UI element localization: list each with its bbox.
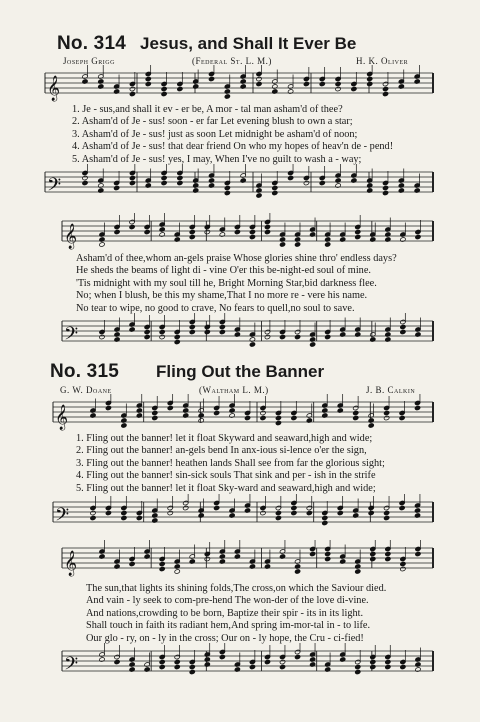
note-head	[129, 86, 135, 91]
note-head	[249, 234, 255, 239]
note-head	[400, 664, 406, 669]
note-head	[325, 242, 331, 247]
note-head	[279, 664, 285, 669]
verse-line: No; when I blush, be this my shame,That I no more re - vere his name.	[76, 290, 368, 302]
note-head	[264, 659, 270, 664]
note-head	[145, 76, 151, 81]
note-head	[385, 556, 391, 561]
note-head	[177, 180, 183, 185]
note-head	[264, 334, 270, 339]
note-head	[260, 510, 266, 515]
note-head	[279, 659, 285, 664]
note-head	[144, 229, 150, 234]
note-head	[159, 561, 165, 566]
note-head	[400, 561, 406, 566]
note-head	[382, 86, 388, 91]
verse-line: Asham'd of thee,whom an-gels praise Whose glories shine thro' endless days?	[76, 253, 397, 264]
note-head	[310, 551, 316, 556]
note-head	[183, 505, 189, 510]
note-head	[159, 334, 165, 339]
note-head	[159, 664, 165, 669]
note-head	[335, 81, 341, 86]
note-head	[189, 664, 195, 669]
note-head	[310, 342, 316, 347]
hymn-314-tune: (Federal St. L. M.)	[192, 56, 272, 66]
verse-line: 5. Fling out the banner! let it float Sky-ward and seaward,high and wide;	[76, 482, 376, 494]
note-head	[319, 180, 325, 185]
note-head	[414, 405, 420, 410]
clef-icon: 𝄢	[64, 323, 79, 348]
note-head	[322, 520, 328, 525]
note-head	[275, 510, 281, 515]
verse-line: 3. Fling out the banner! heathen lands Shall see from far the glorious sight;	[76, 457, 385, 469]
note-head	[129, 224, 135, 229]
note-head	[400, 324, 406, 329]
note-head	[370, 659, 376, 664]
note-head	[90, 510, 96, 515]
note-head	[303, 81, 309, 86]
note-head	[385, 664, 391, 669]
hymn-315-composer: J. B. Calkin	[366, 385, 416, 395]
hymn-315-number: No. 315	[50, 361, 119, 382]
clef-icon: 𝄞	[64, 550, 78, 575]
note-head	[224, 185, 230, 190]
note-head	[272, 190, 278, 195]
verse-line: 4. Asham'd of Je - sus! that dear friend On who my hopes of heav'n de - pend!	[72, 141, 394, 153]
note-head	[121, 510, 127, 515]
note-head	[174, 659, 180, 664]
note-head	[234, 229, 240, 234]
note-head	[161, 175, 167, 180]
note-head	[303, 180, 309, 185]
note-head	[355, 234, 361, 239]
note-head	[105, 510, 111, 515]
note-head	[204, 556, 210, 561]
hymn-314-verse-block-2	[76, 253, 397, 315]
note-head	[244, 415, 250, 420]
note-head	[121, 515, 127, 520]
note-head	[400, 566, 406, 571]
note-head	[152, 410, 158, 415]
note-head	[279, 334, 285, 339]
note-head	[415, 234, 421, 239]
note-head	[260, 410, 266, 415]
note-head	[249, 664, 255, 669]
note-head	[144, 334, 150, 339]
note-head	[219, 654, 225, 659]
note-head	[384, 510, 390, 515]
note-head	[319, 81, 325, 86]
clef-icon: 𝄞	[47, 75, 61, 100]
note-head	[264, 224, 270, 229]
note-head	[114, 229, 120, 234]
hymn-314-author: Joseph Grigg	[63, 56, 115, 66]
note-head	[382, 91, 388, 96]
note-head	[368, 510, 374, 515]
note-head	[99, 242, 105, 247]
clef-icon: 𝄢	[47, 174, 62, 199]
note-head	[145, 81, 151, 86]
verse-line: 'Tis midnight with my soul till he, Bright Morning Star,bid darkness flee.	[76, 277, 377, 289]
note-head	[219, 324, 225, 329]
note-head	[129, 561, 135, 566]
note-head	[82, 175, 88, 180]
clef-icon: 𝄞	[55, 404, 69, 429]
note-head	[353, 415, 359, 420]
hymn-315-treble-staff-1	[0, 394, 480, 434]
note-head	[384, 515, 390, 520]
note-head	[114, 185, 120, 190]
note-head	[288, 175, 294, 180]
note-head	[335, 86, 341, 91]
hymn-314-title: Jesus, and Shall It Ever Be	[140, 34, 357, 53]
hymn-314-verse-block-1	[72, 104, 393, 166]
note-head	[384, 410, 390, 415]
note-head	[189, 229, 195, 234]
note-head	[189, 234, 195, 239]
note-head	[353, 410, 359, 415]
note-head	[161, 180, 167, 185]
hymn-314-treble-staff-2	[0, 213, 480, 255]
hymn-314-treble-staff-1	[0, 65, 480, 105]
clef-icon: 𝄢	[55, 504, 70, 529]
note-head	[275, 515, 281, 520]
note-head	[294, 569, 300, 574]
verse-line: Shall touch in faith its radiant hem,And spring im-mor-tal in - to life.	[86, 620, 371, 632]
note-head	[144, 329, 150, 334]
note-head	[129, 175, 135, 180]
verse-line: 1. Fling out the banner! let it float Skyward and seaward,high and wide;	[76, 433, 373, 444]
hymn-315-bass-staff-2	[0, 643, 480, 683]
hymn-314-composer: H. K. Oliver	[356, 56, 409, 66]
note-head	[399, 505, 405, 510]
note-head	[385, 551, 391, 556]
verse-line: 2. Fling out the banner! an-gels bend In anx-ious si-lence o'er the sign,	[76, 445, 367, 457]
note-head	[159, 659, 165, 664]
note-head	[355, 569, 361, 574]
hymn-315-author: G. W. Doane	[60, 385, 112, 395]
note-head	[129, 180, 135, 185]
verse-line: He sheds the beams of light di - vine O'er this be-night-ed soul of mine.	[76, 265, 371, 277]
note-head	[224, 190, 230, 195]
note-head	[167, 510, 173, 515]
note-head	[249, 229, 255, 234]
note-head	[174, 334, 180, 339]
note-head	[368, 423, 374, 428]
hymn-315-verse-block-1	[76, 433, 385, 495]
note-head	[174, 339, 180, 344]
clef-icon: 𝄞	[64, 223, 78, 248]
note-head	[167, 405, 173, 410]
note-head	[382, 185, 388, 190]
note-head	[325, 551, 331, 556]
note-head	[204, 329, 210, 334]
note-head	[260, 415, 266, 420]
note-head	[355, 664, 361, 669]
hymn-314-number: No. 314	[57, 33, 126, 54]
note-head	[204, 229, 210, 234]
note-head	[367, 81, 373, 86]
note-head	[279, 242, 285, 247]
note-head	[177, 86, 183, 91]
note-head	[161, 91, 167, 96]
note-head	[189, 669, 195, 674]
note-head	[337, 510, 343, 515]
note-head	[351, 86, 357, 91]
note-head	[208, 76, 214, 81]
note-head	[136, 515, 142, 520]
verse-line: No tear to wipe, no good to crave, No fears to quell,no soul to save.	[76, 302, 355, 314]
note-head	[294, 334, 300, 339]
note-head	[272, 185, 278, 190]
note-head	[161, 86, 167, 91]
verse-line: 4. Fling out the banner! sin-sick souls That sink and per - ish in the strife	[76, 470, 376, 482]
note-head	[219, 329, 225, 334]
note-head	[355, 669, 361, 674]
note-head	[322, 515, 328, 520]
note-head	[355, 229, 361, 234]
note-head	[256, 193, 262, 198]
note-head	[114, 659, 120, 664]
verse-line: 3. Asham'd of Je - sus! just as soon Let midnight be asham'd of noon;	[72, 128, 358, 140]
note-head	[291, 505, 297, 510]
note-head	[82, 180, 88, 185]
note-head	[291, 510, 297, 515]
note-head	[306, 510, 312, 515]
clef-icon: 𝄢	[64, 653, 79, 678]
note-head	[382, 190, 388, 195]
hymn-315-bass-staff-1	[0, 494, 480, 534]
note-head	[189, 324, 195, 329]
note-head	[152, 415, 158, 420]
note-head	[367, 76, 373, 81]
verse-line: 1. Je - sus,and shall it ev - er be, A mor - tal man asham'd of thee?	[72, 104, 343, 115]
note-head	[177, 175, 183, 180]
note-head	[90, 515, 96, 520]
note-head	[121, 423, 127, 428]
note-head	[174, 664, 180, 669]
note-head	[370, 556, 376, 561]
note-head	[159, 566, 165, 571]
note-head	[370, 551, 376, 556]
hymn-315-tune: (Waltham L. M.)	[199, 385, 269, 395]
hymn-314-bass-staff-1	[0, 164, 480, 204]
note-head	[256, 81, 262, 86]
note-head	[385, 659, 391, 664]
verse-line: 2. Asham'd of Je - sus! soon - er far Let evening blush to own a star;	[72, 116, 353, 128]
note-head	[384, 415, 390, 420]
verse-line: 5. Asham'd of Je - sus! yes, I may, When I've no guilt to wash a - way;	[72, 153, 362, 165]
note-head	[214, 505, 220, 510]
note-head	[214, 410, 220, 415]
note-head	[294, 242, 300, 247]
verse-line: The sun,that lights its shining folds,The cross,on which the Saviour died.	[86, 583, 387, 594]
note-head	[105, 405, 111, 410]
hymn-314-bass-staff-2	[0, 313, 480, 353]
note-head	[291, 415, 297, 420]
note-head	[174, 569, 180, 574]
note-head	[400, 329, 406, 334]
hymn-315-verse-block-2	[86, 583, 386, 645]
note-head	[399, 415, 405, 420]
hymn-315-title: Fling Out the Banner	[156, 362, 325, 381]
note-head	[249, 342, 255, 347]
note-head	[189, 329, 195, 334]
verse-line: And nations,crowding to be born, Baptize their spir - its in its light.	[86, 607, 364, 619]
note-head	[294, 654, 300, 659]
note-head	[129, 91, 135, 96]
note-head	[275, 420, 281, 425]
note-head	[224, 94, 230, 99]
note-head	[264, 229, 270, 234]
hymn-315-treble-staff-2	[0, 540, 480, 582]
verse-line: Our glo - ry, on - ly in the cross; Our on - ly hope, the Cru - ci-fied!	[86, 632, 364, 644]
note-head	[325, 556, 331, 561]
verse-line: And vain - ly seek to com-pre-hend The won-der of the love di-vine.	[86, 595, 369, 607]
note-head	[275, 415, 281, 420]
note-head	[415, 551, 421, 556]
note-head	[325, 334, 331, 339]
note-head	[159, 329, 165, 334]
note-head	[256, 76, 262, 81]
note-head	[370, 664, 376, 669]
note-head	[99, 334, 105, 339]
